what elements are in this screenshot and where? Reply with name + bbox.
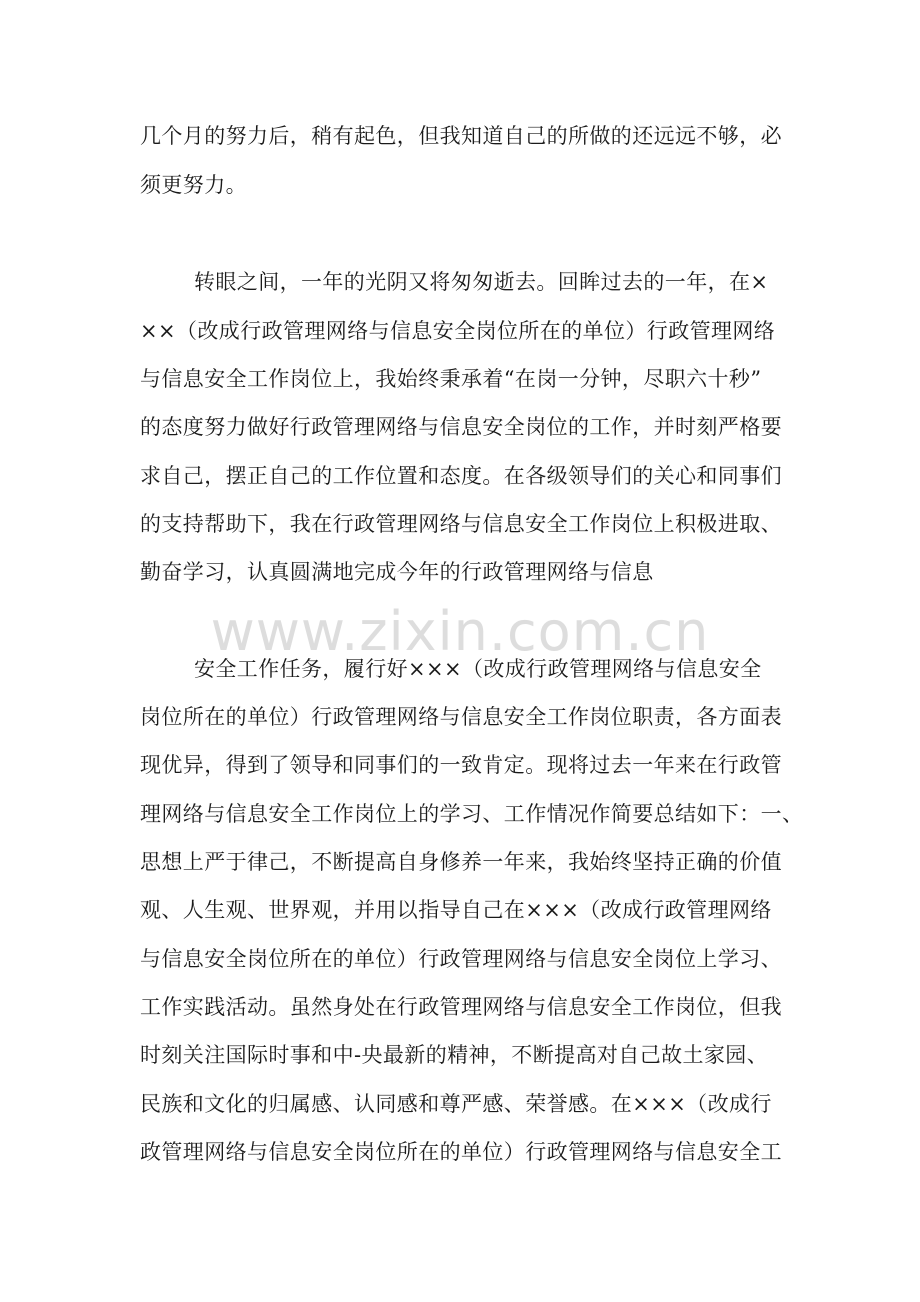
text-line: 的支持帮助下，我在行政管理网络与信息安全工作岗位上积极进取、 (140, 512, 782, 536)
text-line: 现优异，得到了领导和同事们的一致肯定。现将过去一年来在行政管 (140, 753, 782, 777)
text-line: 观、人生观、世界观，并用以指导自己在×××（改成行政管理网络 (140, 898, 772, 922)
text-line: 思想上严于律己，不断提高自身修养一年来，我始终坚持正确的价值 (140, 850, 782, 874)
text-line: ××（改成行政管理网络与信息安全岗位所在的单位）行政管理网络 (140, 319, 776, 343)
text-line: 工作实践活动。虽然身处在行政管理网络与信息安全工作岗位，但我 (140, 995, 782, 1019)
text-line: 几个月的努力后，稍有起色，但我知道自己的所做的还远远不够，必 (140, 124, 782, 148)
text-line: 理网络与信息安全工作岗位上的学习、工作情况作简要总结如下：一、 (140, 802, 804, 826)
text-line: 与信息安全工作岗位上，我始终秉承着“在岗一分钟，尽职六十秒” (140, 367, 762, 391)
text-line: 勤奋学习，认真圆满地完成今年的行政管理网络与信息 (140, 560, 654, 584)
text-line: 与信息安全岗位所在的单位）行政管理网络与信息安全岗位上学习、 (140, 947, 782, 971)
text-line: 政管理网络与信息安全岗位所在的单位）行政管理网络与信息安全工 (140, 1140, 782, 1164)
text-line: 须更努力。 (140, 173, 247, 197)
text-line: 求自己，摆正自己的工作位置和态度。在各级领导们的关心和同事们 (140, 464, 782, 488)
watermark: www.zixin.com.cn (210, 600, 710, 663)
text-line: 民族和文化的归属感、认同感和尊严感、荣誉感。在×××（改成行 (140, 1092, 772, 1116)
text-line: 岗位所在的单位）行政管理网络与信息安全工作岗位职责，各方面表 (140, 705, 782, 729)
text-line: 转眼之间，一年的光阴又将匆匆逝去。回眸过去的一年，在× (194, 270, 769, 294)
text-line: 时刻关注国际时事和中-央最新的精神，不断提高对自己故土家园、 (140, 1043, 769, 1067)
text-line: 安全工作任务，履行好×××（改成行政管理网络与信息安全 (194, 657, 762, 681)
text-line: 的态度努力做好行政管理网络与信息安全岗位的工作，并时刻严格要 (140, 415, 782, 439)
